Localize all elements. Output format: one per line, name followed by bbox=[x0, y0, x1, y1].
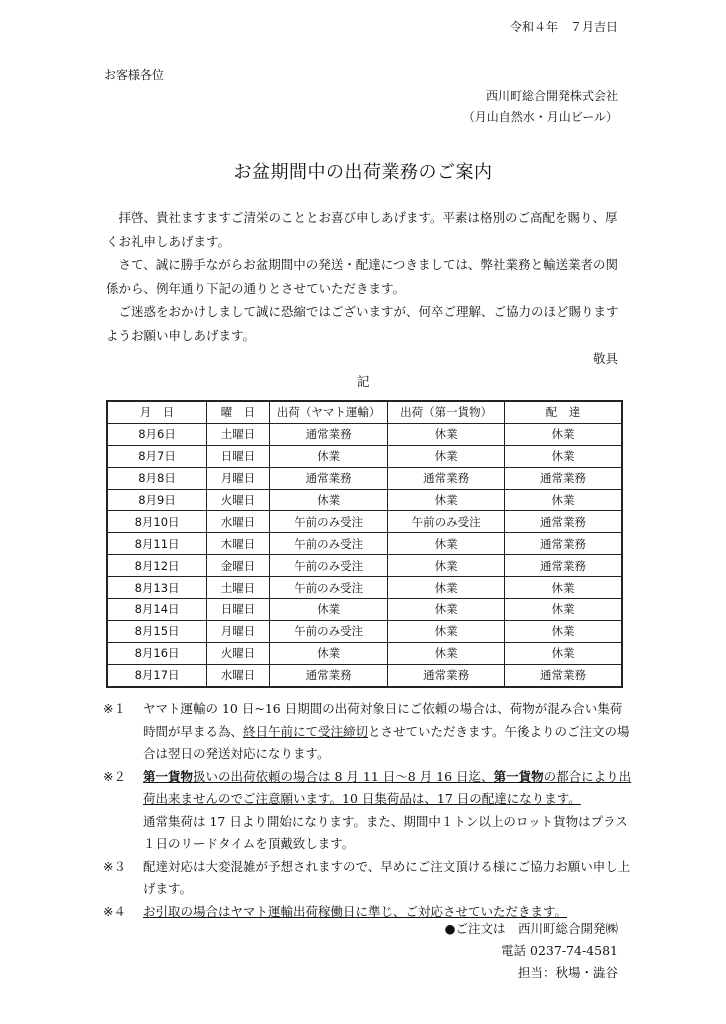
table-row bbox=[107, 423, 622, 445]
cell-yamato: 休業 bbox=[269, 445, 388, 467]
cell-date: 8月6日 bbox=[107, 423, 207, 445]
cell-weekday: 日曜日 bbox=[207, 599, 270, 621]
contact-person: 担当：秋場・澁谷 bbox=[517, 965, 618, 980]
cell-yamato: 午前のみ受注 bbox=[269, 620, 388, 642]
note-2-mark: ※２ bbox=[103, 768, 126, 784]
company-name: 西川町総合開発株式会社 bbox=[485, 89, 618, 103]
notes bbox=[103, 698, 633, 923]
note-4-mark: ※４ bbox=[103, 903, 126, 919]
cell-daiichi: 午前のみ受注 bbox=[388, 511, 505, 533]
cell-date: 8月14日 bbox=[107, 599, 207, 621]
cell-weekday: 火曜日 bbox=[207, 642, 270, 664]
cell-yamato: 通常業務 bbox=[269, 467, 388, 489]
table-row bbox=[107, 664, 622, 686]
table-row bbox=[107, 642, 622, 664]
table-header-row bbox=[107, 401, 622, 423]
cell-weekday: 水曜日 bbox=[207, 664, 270, 686]
cell-delivery: 休業 bbox=[504, 620, 622, 642]
table-row bbox=[107, 445, 622, 467]
cell-date: 8月8日 bbox=[107, 467, 207, 489]
ki-heading: 記 bbox=[357, 374, 370, 389]
cell-delivery: 休業 bbox=[504, 445, 622, 467]
cell-yamato: 休業 bbox=[269, 642, 388, 664]
cell-delivery: 休業 bbox=[504, 489, 622, 511]
cell-date: 8月12日 bbox=[107, 555, 207, 577]
header-delivery: 配 達 bbox=[504, 401, 622, 423]
cell-daiichi: 休業 bbox=[388, 533, 505, 555]
cell-weekday: 日曜日 bbox=[207, 445, 270, 467]
cell-yamato: 通常業務 bbox=[269, 423, 388, 445]
cell-weekday: 木曜日 bbox=[207, 533, 270, 555]
header-yamato: 出荷（ヤマト運輸） bbox=[269, 401, 388, 423]
note-2 bbox=[103, 766, 633, 856]
cell-delivery: 通常業務 bbox=[504, 467, 622, 489]
cell-date: 8月16日 bbox=[107, 642, 207, 664]
contact-order: ●ご注文は 西川町総合開発㈱ bbox=[444, 921, 618, 936]
cell-yamato: 通常業務 bbox=[269, 664, 388, 686]
note-4-text: お引取の場合はヤマト運輸出荷稼働日に準じ、ご対応させていただきます。 bbox=[143, 903, 568, 919]
header-daiichi: 出荷（第一貨物） bbox=[388, 401, 505, 423]
cell-delivery: 休業 bbox=[504, 599, 622, 621]
cell-date: 8月17日 bbox=[107, 664, 207, 686]
note-1-text-a: ヤマト運輸の 10 日~16 日期間の出荷対象日にご依頼の場合は、荷物が混み合い集荷時間が早まる為、 bbox=[143, 701, 623, 739]
header-weekday: 曜 日 bbox=[207, 401, 270, 423]
table-row bbox=[107, 620, 622, 642]
cell-delivery: 休業 bbox=[504, 642, 622, 664]
note-3-mark: ※３ bbox=[103, 858, 126, 874]
note-3 bbox=[103, 856, 633, 901]
cell-delivery: 通常業務 bbox=[504, 533, 622, 555]
cell-delivery: 通常業務 bbox=[504, 555, 622, 577]
cell-date: 8月15日 bbox=[107, 620, 207, 642]
cell-yamato: 午前のみ受注 bbox=[269, 533, 388, 555]
closing-word: 敬具 bbox=[592, 351, 618, 366]
body-paragraph-2: さて、誠に勝手ながらお盆期間中の発送・配達につきましては、弊社業務と輸送業者の関係から、例年通り下記の通りとさせていただきます。 bbox=[106, 257, 619, 296]
addressee: お客様各位 bbox=[104, 68, 165, 82]
cell-delivery: 休業 bbox=[504, 577, 622, 599]
note-1-underlined: 終日午前にて受注締切 bbox=[243, 723, 369, 739]
table-row bbox=[107, 533, 622, 555]
cell-weekday: 火曜日 bbox=[207, 489, 270, 511]
note-1-text bbox=[143, 698, 633, 766]
company-brands: （月山自然水・月山ビール） bbox=[462, 110, 618, 124]
cell-daiichi: 休業 bbox=[388, 445, 505, 467]
body-paragraph-3: ご迷惑をおかけしまして誠に恐縮ではございますが、何卒ご理解、ご協力のほど賜りますようお願い申しあげます。 bbox=[106, 304, 619, 343]
note-2-text-b: 扱いの出荷依頼の場合は 8 月 11 日～8 月 16 日迄、 bbox=[193, 768, 494, 784]
cell-daiichi: 休業 bbox=[388, 489, 505, 511]
document-date: 令和４年 ７月吉日 bbox=[509, 20, 618, 34]
cell-weekday: 土曜日 bbox=[207, 423, 270, 445]
table-row bbox=[107, 489, 622, 511]
note-2-carrier-2: 第一貨物 bbox=[493, 768, 544, 784]
table-body bbox=[107, 423, 622, 686]
cell-date: 8月11日 bbox=[107, 533, 207, 555]
cell-weekday: 水曜日 bbox=[207, 511, 270, 533]
cell-yamato: 午前のみ受注 bbox=[269, 577, 388, 599]
cell-daiichi: 休業 bbox=[388, 599, 505, 621]
cell-date: 8月10日 bbox=[107, 511, 207, 533]
cell-delivery: 通常業務 bbox=[504, 664, 622, 686]
shipping-schedule-table bbox=[106, 400, 623, 688]
cell-yamato: 午前のみ受注 bbox=[269, 555, 388, 577]
document-title: お盆期間中の出荷業務のご案内 bbox=[233, 162, 493, 183]
cell-daiichi: 通常業務 bbox=[388, 467, 505, 489]
contact-phone: 電話 0237-74-4581 bbox=[501, 943, 618, 958]
body-paragraph-1: 拝啓、貴社ますますご清栄のこととお喜び申しあげます。平素は格別のご高配を賜り、厚くお礼申しあげます。 bbox=[106, 210, 618, 249]
table-row bbox=[107, 577, 622, 599]
cell-yamato: 休業 bbox=[269, 489, 388, 511]
note-2-carrier-1: 第一貨物 bbox=[143, 768, 194, 784]
note-2-text bbox=[143, 766, 633, 856]
table-row bbox=[107, 599, 622, 621]
note-1-mark: ※１ bbox=[103, 701, 126, 716]
note-3-text: 配達対応は大変混雑が予想されますので、早めにご注文頂ける様にご協力お願い申し上げます。 bbox=[143, 858, 631, 896]
cell-date: 8月13日 bbox=[107, 577, 207, 599]
table-row bbox=[107, 555, 622, 577]
cell-daiichi: 休業 bbox=[388, 423, 505, 445]
note-1-text-c: とさせていただきます。午後よりのご注文の場合は翌日の発送対応になります。 bbox=[143, 723, 630, 761]
cell-date: 8月9日 bbox=[107, 489, 207, 511]
header-date: 月 日 bbox=[107, 401, 207, 423]
cell-daiichi: 休業 bbox=[388, 555, 505, 577]
cell-weekday: 月曜日 bbox=[207, 620, 270, 642]
cell-yamato: 休業 bbox=[269, 599, 388, 621]
cell-weekday: 月曜日 bbox=[207, 467, 270, 489]
cell-delivery: 休業 bbox=[504, 423, 622, 445]
cell-daiichi: 通常業務 bbox=[388, 664, 505, 686]
cell-daiichi: 休業 bbox=[388, 577, 505, 599]
cell-date: 8月7日 bbox=[107, 445, 207, 467]
note-1 bbox=[103, 698, 633, 766]
note-2-text-e: 通常集荷は 17 日より開始になります。また、期間中１トン以上のロット貨物はプラス１日のリードタイムを頂戴致します。 bbox=[143, 813, 628, 851]
table-row bbox=[107, 467, 622, 489]
letter-body bbox=[106, 206, 624, 347]
cell-weekday: 金曜日 bbox=[207, 555, 270, 577]
cell-yamato: 午前のみ受注 bbox=[269, 511, 388, 533]
table-row bbox=[107, 511, 622, 533]
cell-weekday: 土曜日 bbox=[207, 577, 270, 599]
cell-daiichi: 休業 bbox=[388, 642, 505, 664]
cell-daiichi: 休業 bbox=[388, 620, 505, 642]
note-2-text-d: の都合により出荷出来ませんのでご注意願います。10 日集荷品は、17 日の配達になります。 bbox=[143, 768, 632, 806]
cell-delivery: 通常業務 bbox=[504, 511, 622, 533]
